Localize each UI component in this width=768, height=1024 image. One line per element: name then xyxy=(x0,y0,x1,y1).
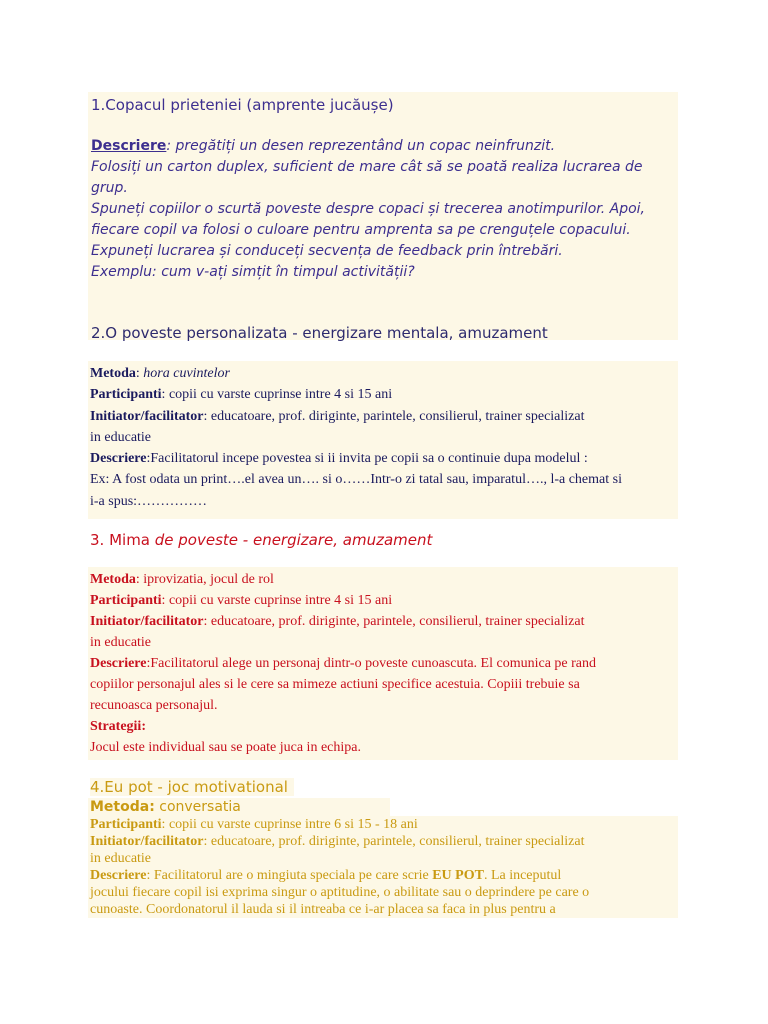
section-4-title: 4.Eu pot - joc motivational xyxy=(90,778,294,796)
section-1-body: Descriere: pregătiți un desen reprezentând un copac neinfrunzit. Folosiți un carton duplex, suficient de mare cât să se poată realiza lucrarea de grup. Spuneți copiilor o scurtă poveste despre copaci și trecerea anotimpurilor. Apoi, fiecare copil va folosi o culoare pentru amprenta sa pe crenguțele copacului. Expuneți lucrarea și conduceți secvența de feedback prin întrebări. Exemplu: cum v-ați simțit în timpul activității? xyxy=(91,136,645,283)
section-4: Metoda: conversatia Participanti: copii cu varste cuprinse intre 6 si 15 - 18 ani Initiator/facilitator: educatoare, prof. diriginte, parintele, consilierul, trainer specializat in educatie Descriere: Facilitatorul are o mingiuta speciala pe care scrie EU POT. La inceputul jocului fiecare copil isi exprima singur o aptitudine, o abilitate sau o deprindere pe care o cunoaste. Coordonatorul il lauda si il intreaba ce i-ar placea sa faca in plus pentru a xyxy=(88,798,678,918)
participanti-label: Participanti xyxy=(90,387,162,403)
body-line: Exemplu: cum v-ați simțit în timpul activității? xyxy=(91,264,415,280)
descriere-label: Descriere xyxy=(90,868,147,883)
metoda-value: conversatia xyxy=(154,799,241,815)
strategii-label: Strategii xyxy=(90,719,142,734)
descriere-label: Descriere xyxy=(91,138,167,154)
section-1-title: 1.Copacul prieteniei (amprente jucăușe) xyxy=(91,96,394,114)
body-line: Spuneți copiilor o scurtă poveste despre copaci și trecerea anotimpurilor. Apoi, xyxy=(91,201,646,217)
participanti-label: Participanti xyxy=(90,817,162,832)
initiator-label: Initiator/facilitator xyxy=(90,408,204,424)
metoda-value: hora cuvintelor xyxy=(143,366,230,381)
eu-pot-label: EU POT xyxy=(432,868,484,883)
section-3-title: 3. Mima de poveste - energizare, amuzament xyxy=(90,531,433,549)
section-2: Metoda: hora cuvintelor Participanti: copii cu varste cuprinse intre 4 si 15 ani Initiator/facilitator: educatoare, prof. diriginte, parintele, consilierul, trainer specializat in educatie Descriere:Facilitatorul incepe povestea si ii invita pe copii sa o continuie dupa modelul : Ex: A fost odata un print….el avea un…. si o……Intr-o zi tatal sau, imparatul…., l-a chemat si i-a spus:…………… xyxy=(88,361,678,519)
initiator-label: Initiator/facilitator xyxy=(90,834,204,849)
metoda-label: Metoda: xyxy=(90,799,155,815)
metoda-label: Metoda xyxy=(90,366,136,381)
body-line: fiecare copil va folosi o culoare pentru amprenta sa pe crenguțele copacului. xyxy=(91,222,631,238)
participanti-label: Participanti xyxy=(90,593,162,608)
section-1 xyxy=(88,92,678,340)
metoda-label: Metoda xyxy=(90,572,136,587)
section-3: Metoda: iprovizatia, jocul de rol Participanti: copii cu varste cuprinse intre 4 si 15 ani Initiator/facilitator: educatoare, prof. diriginte, parintele, consilierul, trainer specializat in educatie Descriere:Facilitatorul alege un personaj dintr-o poveste cunoascuta. El comunica pe rand copiilor personajul ales si le cere sa mimeze actiuni specifice acestuia. Copiii trebuie sa recunoasca personajul. Strategii: Jocul este individual sau se poate juca in echipa. xyxy=(88,567,678,760)
section-2-title: 2.O poveste personalizata - energizare mentala, amuzament xyxy=(91,324,548,342)
initiator-label: Initiator/facilitator xyxy=(90,614,204,629)
body-line: grup. xyxy=(91,180,128,196)
descriere-label: Descriere xyxy=(90,451,147,467)
body-line: Folosiți un carton duplex, suficient de mare cât să se poată realiza lucrarea de xyxy=(91,159,643,175)
body-line: Expuneți lucrarea și conduceți secvența de feedback prin întrebări. xyxy=(91,243,563,259)
descriere-label: Descriere xyxy=(90,656,147,671)
